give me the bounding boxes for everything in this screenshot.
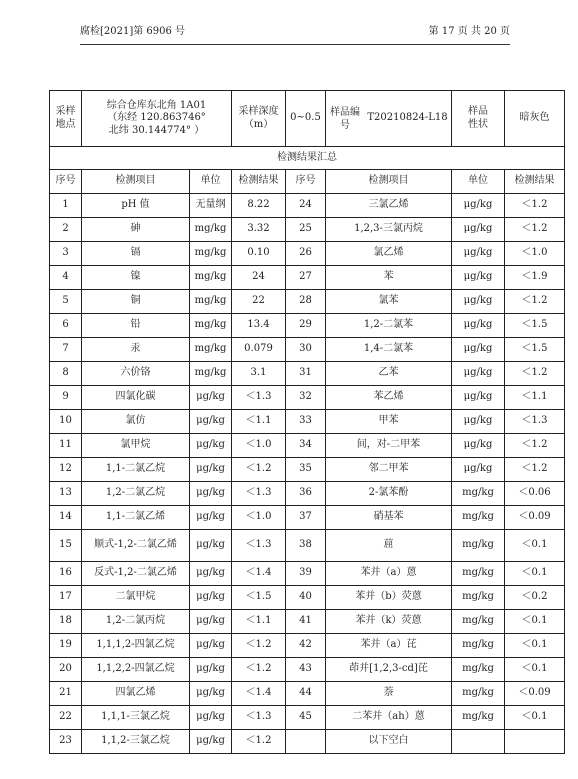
table-row — [50, 586, 565, 610]
table-row — [50, 386, 565, 410]
row-item: 反式-1,2-二氯乙烯 — [82, 562, 190, 586]
row-item: 铜 — [82, 290, 190, 314]
row-no-2: 26 — [286, 242, 326, 266]
row-item-2: 䓛 — [326, 530, 452, 562]
row-no: 12 — [50, 458, 82, 482]
row-no-2: 29 — [286, 314, 326, 338]
row-no: 11 — [50, 434, 82, 458]
row-item: 1,2-二氯乙烷 — [82, 482, 190, 506]
table-row — [50, 194, 565, 218]
row-no-2: 41 — [286, 610, 326, 634]
table-row — [50, 482, 565, 506]
row-no-2: 30 — [286, 338, 326, 362]
row-no-2: 39 — [286, 562, 326, 586]
row-unit: μg/kg — [190, 410, 232, 434]
row-item: 1,1-二氯乙烷 — [82, 458, 190, 482]
row-item-2: 苯并（a）蒽 — [326, 562, 452, 586]
site-name: 综合仓库东北角 1A01 — [106, 99, 207, 111]
row-unit: μg/kg — [190, 706, 232, 730]
sample-property-label: 样品性状 — [452, 91, 505, 147]
row-no: 6 — [50, 314, 82, 338]
row-item: 1,1-二氯乙烯 — [82, 506, 190, 530]
row-no-2: 43 — [286, 658, 326, 682]
table-row — [50, 506, 565, 530]
row-unit: μg/kg — [190, 458, 232, 482]
table-row — [50, 266, 565, 290]
row-no-2: 31 — [286, 362, 326, 386]
row-item: 1,1,2-三氯乙烷 — [82, 730, 190, 754]
row-unit-2: μg/kg — [452, 242, 505, 266]
row-item: 二氯甲烷 — [82, 586, 190, 610]
row-result-2: ＜0.1 — [505, 530, 565, 562]
row-no: 8 — [50, 362, 82, 386]
row-result: ＜1.3 — [232, 482, 286, 506]
row-item-2: 萘 — [326, 682, 452, 706]
col-header-unit: 单位 — [190, 170, 232, 194]
depth-label: 采样深度（m） — [232, 91, 286, 147]
row-unit-2: mg/kg — [452, 610, 505, 634]
table-row — [50, 458, 565, 482]
row-no: 13 — [50, 482, 82, 506]
row-unit: mg/kg — [190, 242, 232, 266]
row-item: 氯仿 — [82, 410, 190, 434]
row-unit: mg/kg — [190, 314, 232, 338]
row-unit: 无量纲 — [190, 194, 232, 218]
page-header — [80, 22, 510, 40]
row-no-2: 36 — [286, 482, 326, 506]
row-no-2 — [286, 730, 326, 754]
row-result-2: ＜0.1 — [505, 562, 565, 586]
row-unit-2: μg/kg — [452, 458, 505, 482]
row-item-2: 苯 — [326, 266, 452, 290]
row-unit: mg/kg — [190, 362, 232, 386]
table-row — [50, 658, 565, 682]
table-row — [50, 634, 565, 658]
row-unit-2: mg/kg — [452, 506, 505, 530]
row-result: 0.10 — [232, 242, 286, 266]
row-result: 24 — [232, 266, 286, 290]
site-longitude: （东经 120.863746° — [107, 112, 206, 124]
row-result-2: ＜0.2 — [505, 586, 565, 610]
row-no: 4 — [50, 266, 82, 290]
row-unit: mg/kg — [190, 266, 232, 290]
row-result-2: ＜1.5 — [505, 314, 565, 338]
row-result-2: ＜1.2 — [505, 218, 565, 242]
row-no-2: 33 — [286, 410, 326, 434]
depth-value: 0~0.5 — [286, 91, 326, 147]
row-unit-2: μg/kg — [452, 362, 505, 386]
row-unit: mg/kg — [190, 290, 232, 314]
site-label: 采样地点 — [50, 91, 82, 147]
row-result-2: ＜0.1 — [505, 610, 565, 634]
row-item-2: 三氯乙烯 — [326, 194, 452, 218]
row-item: 镍 — [82, 266, 190, 290]
row-item: 汞 — [82, 338, 190, 362]
row-unit: μg/kg — [190, 506, 232, 530]
row-unit-2: mg/kg — [452, 634, 505, 658]
col-header-no: 序号 — [50, 170, 82, 194]
row-no-2: 28 — [286, 290, 326, 314]
header-rule — [80, 44, 510, 45]
sample-property: 暗灰色 — [505, 91, 565, 147]
table-row — [50, 562, 565, 586]
row-result: ＜1.3 — [232, 706, 286, 730]
row-item: 六价铬 — [82, 362, 190, 386]
site-value — [82, 91, 232, 147]
row-result: ＜1.2 — [232, 634, 286, 658]
row-no: 9 — [50, 386, 82, 410]
row-result-2: ＜0.06 — [505, 482, 565, 506]
row-no: 15 — [50, 530, 82, 562]
row-result-2: ＜1.9 — [505, 266, 565, 290]
row-no: 3 — [50, 242, 82, 266]
row-unit-2: μg/kg — [452, 194, 505, 218]
row-result: ＜1.3 — [232, 530, 286, 562]
row-unit: μg/kg — [190, 530, 232, 562]
row-no-2: 42 — [286, 634, 326, 658]
table-row — [50, 730, 565, 754]
column-header-row — [50, 170, 565, 194]
row-item-2: 茚并[1,2,3-cd]芘 — [326, 658, 452, 682]
row-result: ＜1.2 — [232, 658, 286, 682]
row-unit-2: mg/kg — [452, 682, 505, 706]
col-header-no-2: 序号 — [286, 170, 326, 194]
row-unit-2: mg/kg — [452, 530, 505, 562]
row-no: 10 — [50, 410, 82, 434]
row-item-2: 1,4-二氯苯 — [326, 338, 452, 362]
report-number: 腐检[2021]第 6906 号 — [80, 26, 186, 37]
sample-number-cell — [326, 91, 452, 147]
row-item: 镉 — [82, 242, 190, 266]
results-table — [49, 90, 565, 754]
row-item: 1,1,2,2-四氯乙烷 — [82, 658, 190, 682]
row-result-2: ＜1.0 — [505, 242, 565, 266]
table-row — [50, 362, 565, 386]
row-item-2: 苯并（k）荧蒽 — [326, 610, 452, 634]
sample-number-label: 样品编号 — [330, 106, 360, 131]
row-result: 8.22 — [232, 194, 286, 218]
col-header-result: 检测结果 — [232, 170, 286, 194]
row-no-2: 32 — [286, 386, 326, 410]
row-no: 20 — [50, 658, 82, 682]
table-row — [50, 706, 565, 730]
row-result: ＜1.5 — [232, 586, 286, 610]
row-item-2: 硝基苯 — [326, 506, 452, 530]
row-unit: μg/kg — [190, 562, 232, 586]
row-unit: μg/kg — [190, 610, 232, 634]
row-no: 23 — [50, 730, 82, 754]
table-row — [50, 218, 565, 242]
row-no: 1 — [50, 194, 82, 218]
row-item: 1,1,1-三氯乙烷 — [82, 706, 190, 730]
row-no-2: 35 — [286, 458, 326, 482]
row-unit-2: μg/kg — [452, 290, 505, 314]
row-no-2: 34 — [286, 434, 326, 458]
row-unit-2: mg/kg — [452, 586, 505, 610]
row-item-2: 1,2,3-三氯丙烷 — [326, 218, 452, 242]
row-unit-2: mg/kg — [452, 562, 505, 586]
row-result: ＜1.4 — [232, 682, 286, 706]
table-row — [50, 410, 565, 434]
row-unit-2: μg/kg — [452, 386, 505, 410]
row-result: ＜1.4 — [232, 562, 286, 586]
row-unit-2: μg/kg — [452, 266, 505, 290]
row-result: 13.4 — [232, 314, 286, 338]
row-no: 5 — [50, 290, 82, 314]
table-row — [50, 530, 565, 562]
row-item: 四氯化碳 — [82, 386, 190, 410]
row-no-2: 27 — [286, 266, 326, 290]
row-result: ＜1.1 — [232, 610, 286, 634]
row-unit-2 — [452, 730, 505, 754]
table-row — [50, 434, 565, 458]
table-row — [50, 242, 565, 266]
row-item-2: 乙苯 — [326, 362, 452, 386]
row-unit: μg/kg — [190, 658, 232, 682]
row-unit: mg/kg — [190, 218, 232, 242]
row-item: 1,1,1,2-四氯乙烷 — [82, 634, 190, 658]
col-header-item: 检测项目 — [82, 170, 190, 194]
row-item-2: 氯乙烯 — [326, 242, 452, 266]
row-no: 21 — [50, 682, 82, 706]
row-result: ＜1.2 — [232, 730, 286, 754]
row-no: 18 — [50, 610, 82, 634]
row-result-2: ＜1.3 — [505, 410, 565, 434]
row-result: 22 — [232, 290, 286, 314]
row-item: pH 值 — [82, 194, 190, 218]
row-result: 3.32 — [232, 218, 286, 242]
row-no-2: 24 — [286, 194, 326, 218]
col-header-result-2: 检测结果 — [505, 170, 565, 194]
row-no: 2 — [50, 218, 82, 242]
row-no: 16 — [50, 562, 82, 586]
row-item-2: 苯并（b）荧蒽 — [326, 586, 452, 610]
summary-title: 检测结果汇总 — [50, 147, 565, 170]
row-no-2: 45 — [286, 706, 326, 730]
row-result-2: ＜1.5 — [505, 338, 565, 362]
row-result-2: ＜1.2 — [505, 362, 565, 386]
row-item: 1,2-二氯丙烷 — [82, 610, 190, 634]
row-result: 0.079 — [232, 338, 286, 362]
row-item: 砷 — [82, 218, 190, 242]
row-item: 顺式-1,2-二氯乙烯 — [82, 530, 190, 562]
row-unit: μg/kg — [190, 730, 232, 754]
row-unit: μg/kg — [190, 386, 232, 410]
row-no-2: 38 — [286, 530, 326, 562]
table-row — [50, 314, 565, 338]
row-item: 四氯乙烯 — [82, 682, 190, 706]
row-result-2: ＜0.1 — [505, 634, 565, 658]
row-item-2: 邻二甲苯 — [326, 458, 452, 482]
row-result-2: ＜0.09 — [505, 506, 565, 530]
row-item-2: 苯乙烯 — [326, 386, 452, 410]
page-number: 第 17 页 共 20 页 — [428, 26, 510, 37]
row-result-2: ＜0.1 — [505, 658, 565, 682]
row-result-2: ＜1.2 — [505, 290, 565, 314]
row-unit: μg/kg — [190, 634, 232, 658]
row-unit-2: mg/kg — [452, 658, 505, 682]
row-result-2: ＜1.2 — [505, 194, 565, 218]
row-unit: μg/kg — [190, 682, 232, 706]
row-unit-2: μg/kg — [452, 410, 505, 434]
row-result-2 — [505, 730, 565, 754]
row-item-2: 氯苯 — [326, 290, 452, 314]
row-no: 22 — [50, 706, 82, 730]
sample-number: T20210824-L18 — [367, 112, 448, 124]
row-no-2: 40 — [286, 586, 326, 610]
row-unit-2: mg/kg — [452, 706, 505, 730]
row-item-2: 2-氯苯酚 — [326, 482, 452, 506]
row-no: 14 — [50, 506, 82, 530]
row-unit: mg/kg — [190, 338, 232, 362]
row-unit-2: mg/kg — [452, 482, 505, 506]
row-result: ＜1.0 — [232, 434, 286, 458]
row-no: 7 — [50, 338, 82, 362]
table-row — [50, 290, 565, 314]
row-item-2: 间，对-二甲苯 — [326, 434, 452, 458]
row-no: 17 — [50, 586, 82, 610]
row-unit-2: μg/kg — [452, 434, 505, 458]
col-header-item-2: 检测项目 — [326, 170, 452, 194]
site-latitude: 北纬 30.144774° ） — [108, 124, 205, 136]
row-result: ＜1.3 — [232, 386, 286, 410]
row-unit-2: μg/kg — [452, 314, 505, 338]
row-result: ＜1.0 — [232, 506, 286, 530]
row-result: ＜1.1 — [232, 410, 286, 434]
sample-info-row — [50, 91, 565, 147]
row-result-2: ＜1.2 — [505, 434, 565, 458]
row-result-2: ＜0.1 — [505, 706, 565, 730]
table-row — [50, 610, 565, 634]
row-unit: μg/kg — [190, 586, 232, 610]
row-no-2: 25 — [286, 218, 326, 242]
row-item-2: 二苯并（ah）蒽 — [326, 706, 452, 730]
row-result-2: ＜0.09 — [505, 682, 565, 706]
row-no-2: 44 — [286, 682, 326, 706]
row-item-2: 苯并（a）芘 — [326, 634, 452, 658]
col-header-unit-2: 单位 — [452, 170, 505, 194]
row-result: ＜1.2 — [232, 458, 286, 482]
row-result-2: ＜1.2 — [505, 458, 565, 482]
summary-title-row — [50, 147, 565, 170]
row-item-2: 甲苯 — [326, 410, 452, 434]
row-no: 19 — [50, 634, 82, 658]
row-item: 氯甲烷 — [82, 434, 190, 458]
row-item-2: 1,2-二氯苯 — [326, 314, 452, 338]
row-result-2: ＜1.1 — [505, 386, 565, 410]
row-item-2: 以下空白 — [326, 730, 452, 754]
row-unit: μg/kg — [190, 434, 232, 458]
row-result: 3.1 — [232, 362, 286, 386]
row-unit-2: μg/kg — [452, 218, 505, 242]
row-unit-2: μg/kg — [452, 338, 505, 362]
table-row — [50, 682, 565, 706]
table-row — [50, 338, 565, 362]
row-unit: μg/kg — [190, 482, 232, 506]
row-item: 铅 — [82, 314, 190, 338]
row-no-2: 37 — [286, 506, 326, 530]
